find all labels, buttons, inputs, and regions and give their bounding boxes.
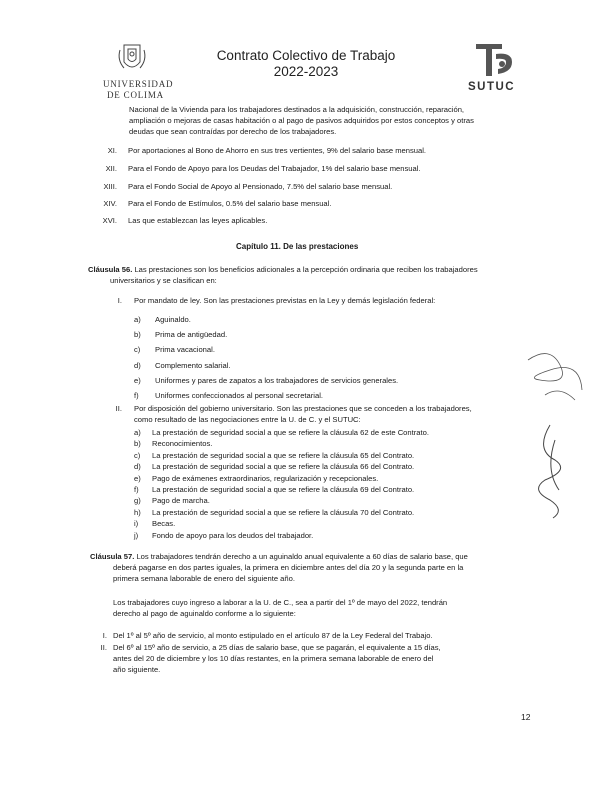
clause-57-line3: primera semana laborable de enero del siguiente año.	[113, 574, 295, 583]
university-name-line1: UNIVERSIDAD	[103, 79, 174, 89]
clause-56-line2: universitarios y se clasifican en:	[110, 276, 217, 285]
chapter-title: Capítulo 11. De las prestaciones	[236, 242, 359, 251]
part2-letter: f)	[134, 485, 139, 494]
part2-letter: j)	[134, 530, 139, 540]
part2-item: La prestación de seguridad social a que se refiere la cláusula 70 del Contrato.	[152, 507, 415, 517]
clause-57-item-cont: año siguiente.	[113, 665, 161, 674]
part2-item: Fondo de apoyo para los deudos del trabajador.	[152, 530, 314, 540]
part2-text-line2: como resultado de las negociaciones entre la U. de C. y el SUTUC:	[134, 415, 361, 424]
clause-56-label: Cláusula 56.	[88, 265, 133, 274]
list-number: XIV.	[103, 199, 117, 208]
part2-item: La prestación de seguridad social a que se refiere la cláusula 65 del Contrato.	[152, 450, 415, 460]
clause-57-label: Cláusula 57.	[90, 552, 135, 561]
part1-item: Prima de antigüedad.	[155, 330, 228, 340]
part2-text-line1: Por disposición del gobierno universitario. Son las prestaciones que se conceden a los trabajadores,	[134, 404, 472, 413]
part2-item: La prestación de seguridad social a que se refiere la cláusula 62 de este Contrato.	[152, 428, 429, 437]
part1-letter: a)	[134, 315, 141, 324]
part2-item: La prestación de seguridad social a que se refiere la cláusula 69 del Contrato.	[152, 485, 415, 494]
part2-letter: d)	[134, 462, 141, 472]
list-number: XI.	[107, 146, 117, 155]
part1-letter: d)	[134, 360, 141, 370]
sutuc-logo	[472, 40, 516, 80]
clause-57-item-number: II.	[100, 643, 107, 652]
part2-item: Becas.	[152, 519, 176, 529]
part2-number: II.	[115, 404, 122, 413]
page-number: 12	[521, 712, 531, 722]
sutuc-label: SUTUC	[468, 81, 516, 93]
part2-letter: i)	[134, 519, 139, 529]
handwritten-signature-bottom	[525, 420, 575, 520]
part2-letter: e)	[134, 473, 141, 483]
part1-item: Complemento salarial.	[155, 360, 231, 370]
part1-item: Uniformes y pares de zapatos a los trabajadores de servicios generales.	[155, 375, 399, 385]
university-name-line2: DE COLIMA	[107, 90, 164, 100]
list-number: XVI.	[102, 216, 117, 225]
part1-item: Uniformes confeccionados al personal secretarial.	[155, 391, 323, 400]
document-title: Contrato Colectivo de Trabajo	[216, 48, 396, 63]
part2-item: La prestación de seguridad social a que se refiere la cláusula 66 del Contrato.	[152, 462, 415, 472]
part2-letter: a)	[134, 428, 141, 437]
list-item: Por aportaciones al Bono de Ahorro en sus tres vertientes, 9% del salario base mensual.	[128, 146, 427, 155]
part2-item: Pago de exámenes extraordinarios, regularización y recepcionales.	[152, 473, 379, 483]
continuation-line-1: Nacional de la Vivienda para los trabajadores destinados a la adquisición, construcción, reparación,	[129, 105, 465, 114]
part2-item: Pago de marcha.	[152, 496, 210, 506]
continuation-line-3: deudas que sean contraídas por derecho de los trabajadores.	[129, 127, 337, 136]
document-period: 2022-2023	[273, 64, 339, 79]
university-logo	[112, 42, 152, 78]
part2-letter: b)	[134, 439, 141, 449]
clause-57-line1	[90, 552, 468, 562]
part1-letter: e)	[134, 375, 141, 385]
part1-text: Por mandato de ley. Son las prestaciones previstas en la Ley y demás legislación federal:	[134, 296, 436, 305]
list-item: Las que establezcan las leyes aplicables.	[128, 216, 268, 225]
list-number: XIII.	[103, 182, 117, 191]
continuation-line-2: ampliación o mejoras de casas habitación o al pago de pasivos adquiridos por estos conceptos y otras	[129, 116, 474, 125]
clause-57-line2: deberá pagarse en dos partes iguales, la primera en diciembre antes del día 20 y la segunda parte en la	[113, 563, 464, 572]
clause-57-item-cont: antes del 20 de diciembre y los 10 días restantes, en la primera semana laborable de enero del	[113, 654, 434, 663]
part1-letter: c)	[134, 345, 141, 355]
part2-letter: c)	[134, 450, 141, 460]
part2-letter: g)	[134, 496, 141, 506]
handwritten-signature-top	[520, 340, 590, 410]
clause-57-item: Del 1º al 5º año de servicio, al monto estipulado en el artículo 87 de la Ley Federal del Trabajo.	[113, 631, 433, 640]
clause-57-text: Los trabajadores tendrán derecho a un aguinaldo anual equivalente a 60 días de salario base, que	[136, 552, 468, 561]
list-item: Para el Fondo de Estímulos, 0.5% del salario base mensual.	[128, 199, 332, 208]
clause-57-item-number: I.	[102, 631, 107, 640]
part1-number: I.	[117, 296, 122, 305]
clause-57-para2-line1: Los trabajadores cuyo ingreso a laborar a la U. de C., sea a partir del 1º de mayo del 2022, tendrán	[113, 598, 448, 607]
part2-item: Reconocimientos.	[152, 439, 213, 449]
clause-57-para2-line2: derecho al pago de aguinaldo conforme a lo siguiente:	[113, 609, 296, 618]
list-number: XII.	[105, 164, 117, 173]
list-item: Para el Fondo Social de Apoyo al Pensionado, 7.5% del salario base mensual.	[128, 182, 393, 191]
part1-letter: b)	[134, 330, 141, 340]
part2-letter: h)	[134, 507, 141, 517]
list-item: Para el Fondo de Apoyo para los Deudas del Trabajador, 1% del salario base mensual.	[128, 164, 421, 173]
part1-item: Aguinaldo.	[155, 315, 191, 324]
clause-56-text: Las prestaciones son los beneficios adicionales a la percepción ordinaria que reciben los trabajadores	[134, 265, 478, 274]
clause-56-line1	[88, 265, 478, 275]
clause-57-item: Del 6º al 15º año de servicio, a 25 días de salario base, que se pagarán, el equivalente a 15 días,	[113, 643, 441, 652]
part1-item: Prima vacacional.	[155, 345, 215, 355]
part1-letter: f)	[134, 391, 139, 400]
